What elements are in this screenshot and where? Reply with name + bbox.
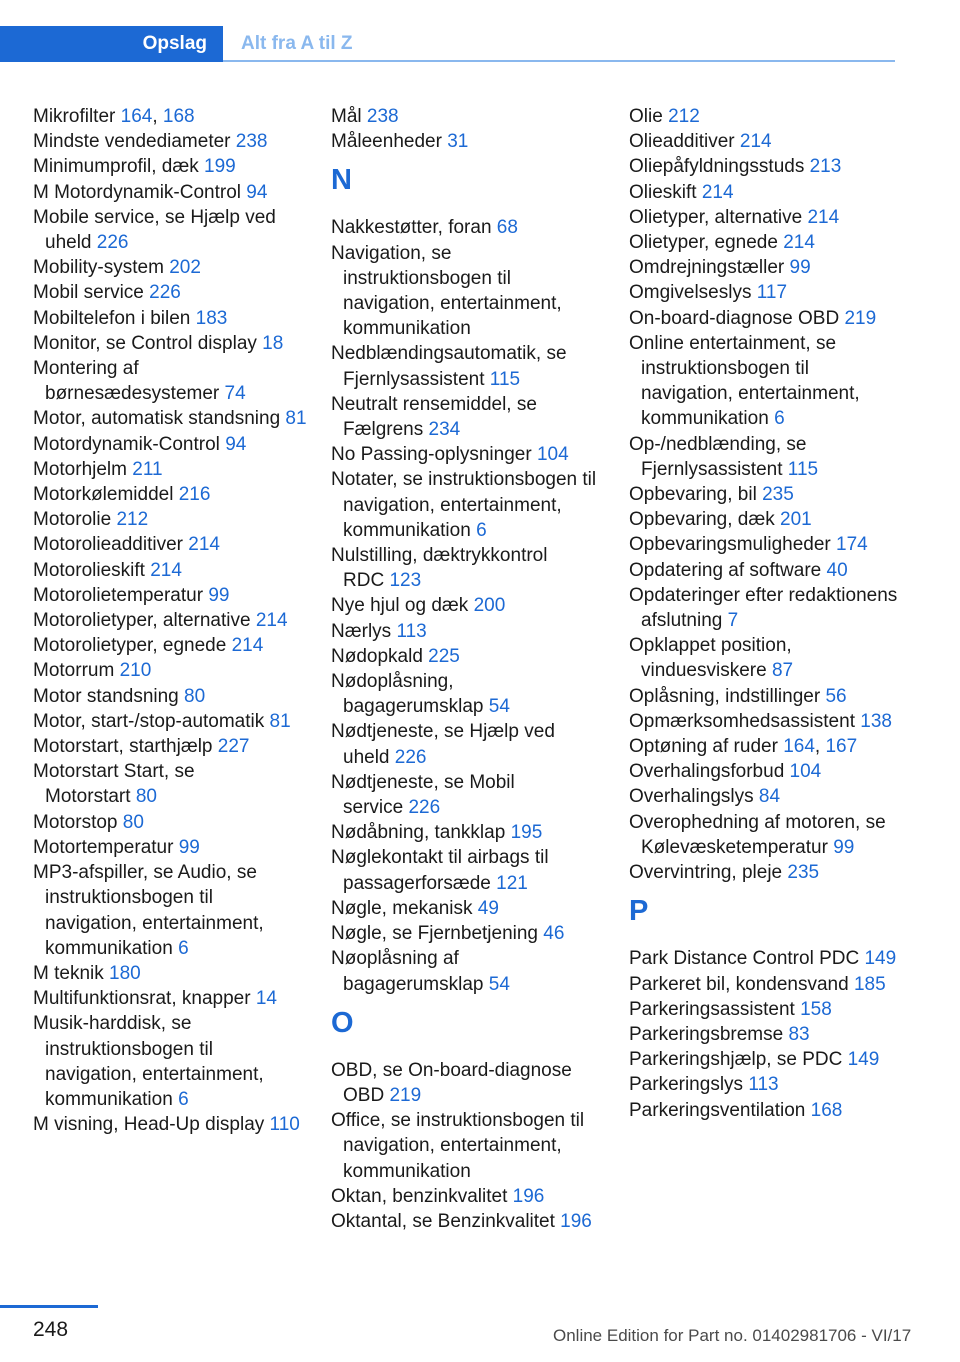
page-reference-link[interactable]: 113 [748, 1074, 779, 1096]
index-entry [33, 658, 308, 683]
index-entry [629, 1098, 899, 1123]
index-entry-term: M teknik [33, 962, 104, 984]
page-reference-link[interactable]: 158 [800, 998, 832, 1020]
page-reference-link[interactable]: 40 [826, 559, 848, 581]
index-entry [331, 1184, 601, 1209]
page-reference-link[interactable]: 196 [512, 1185, 545, 1207]
index-entry-term: On-board-diagnose OBD [629, 307, 840, 329]
index-entry-term: Oktan, benzinkvalitet [331, 1185, 508, 1207]
index-entry-term: Opbevaring, dæk [629, 509, 775, 531]
index-entry-term: Overhalingsforbud [629, 761, 785, 783]
index-entry [331, 593, 601, 618]
index-entry-term: Overophedning af motoren, se Kølevæsketemperatur [629, 811, 886, 858]
page-reference-link[interactable]: 6 [178, 937, 189, 959]
page-reference-link[interactable]: 185 [853, 973, 886, 995]
page-reference-link[interactable]: 110 [269, 1114, 300, 1136]
index-entry-term: Opbevaringsmuligheder [629, 534, 831, 556]
page-reference-link[interactable]: 225 [428, 645, 460, 667]
index-entry-term: Oliepåfyldningsstuds [629, 156, 805, 178]
index-entry [629, 180, 899, 205]
index-entry [629, 583, 899, 633]
tab-opslag[interactable] [0, 26, 223, 62]
index-entry [331, 442, 601, 467]
index-entry [33, 331, 308, 356]
index-entry-term: Opdateringer efter redaktionens afslutning [629, 584, 898, 632]
page-reference-link[interactable]: 227 [217, 736, 250, 758]
index-entry [629, 154, 899, 179]
index-entry-term: Opklappet position, vinduesviskere [629, 635, 792, 682]
index-entry-term: Olie [629, 106, 663, 127]
index-entry-term: Opbevaring, bil [629, 484, 757, 506]
index-entry [33, 356, 308, 406]
index-entry-term: Nødtjeneste, se Hjælp ved uheld [331, 721, 555, 768]
index-entry [629, 810, 899, 860]
page-reference-link[interactable]: 213 [809, 156, 842, 178]
index-entry-term: Mindste vendediameter [33, 131, 231, 153]
index-entry [33, 255, 308, 280]
index-entry [629, 104, 899, 129]
page-reference-link[interactable]: 202 [169, 257, 201, 279]
page-reference-link[interactable]: 149 [847, 1049, 880, 1071]
index-entry [331, 129, 601, 154]
index-entry-term: Parkeringshjælp, se PDC [629, 1049, 843, 1071]
index-entry-term: Motorstart, starthjælp [33, 736, 213, 758]
index-entry-term: Motorrum [33, 660, 115, 682]
index-entry-term: Motordynamik-Control [33, 433, 220, 455]
index-entry [629, 280, 899, 305]
page-reference-link[interactable]: 200 [473, 595, 506, 617]
index-entry-term: Motorstart Start, se Motorstart [33, 761, 195, 808]
index-entry [331, 921, 601, 946]
page-reference-link[interactable]: 49 [477, 897, 499, 919]
index-entry [629, 709, 899, 734]
index-entry-term: Overhalingslys [629, 786, 754, 808]
index-entry [629, 997, 899, 1022]
index-entry [331, 543, 601, 593]
index-entry-term: Oktantal, se Benzinkvalitet [331, 1210, 555, 1232]
index-entry [33, 129, 308, 154]
index-entry-term: Olietyper, egnede [629, 232, 778, 254]
index-letter-heading: O [331, 1006, 354, 1039]
page-reference-link[interactable]: 226 [408, 797, 441, 819]
index-entry-term: Nøglekontakt til airbags til passagerforsæde [331, 847, 549, 894]
index-entry-term: Minimumprofil, dæk [33, 156, 199, 178]
page-reference-link[interactable]: 138 [860, 710, 892, 732]
page-reference-link[interactable]: 174 [836, 534, 868, 556]
index-entry-term: Motorhjelm [33, 458, 127, 480]
index-entry-term: Nedblændingsautomatik, se Fjernlysassistent [331, 343, 567, 390]
page-reference-link[interactable]: 74 [224, 383, 246, 405]
index-entry-term: Nulstilling, dæktrykkontrol RDC [331, 545, 548, 592]
page-reference-link[interactable]: 196 [560, 1210, 592, 1232]
index-entry [33, 734, 308, 759]
index-entry-term: Parkeringsventilation [629, 1099, 806, 1121]
index-entry [629, 507, 899, 532]
index-entry [331, 669, 601, 719]
index-entry-term: Opdatering af software [629, 559, 822, 581]
index-entry [33, 986, 308, 1011]
index-column-2 [331, 104, 601, 1234]
page-reference-link[interactable]: 99 [789, 257, 811, 279]
page-reference-link[interactable]: 104 [536, 444, 569, 466]
page-reference-link[interactable]: 115 [489, 368, 521, 390]
index-entry [331, 467, 601, 543]
index-entry-term: Motor, start-/stop-automatik [33, 710, 265, 732]
page-reference-link[interactable]: 234 [428, 419, 461, 441]
index-entry [33, 205, 308, 255]
page-reference-link[interactable]: 212 [116, 509, 149, 531]
index-entry [33, 180, 308, 205]
index-entry-term: Motorolieskift [33, 559, 145, 581]
page-reference-link[interactable]: 54 [488, 973, 510, 995]
index-entry-term: Nøoplåsning af bagagerumsklap [331, 948, 484, 995]
index-entry-term: Mobiltelefon i bilen [33, 307, 191, 329]
page-reference-link[interactable]: 219 [389, 1084, 422, 1106]
index-entry [331, 619, 601, 644]
index-entry-term: Motorolietemperatur [33, 584, 204, 606]
page-reference-link[interactable]: 168 [810, 1099, 843, 1121]
index-entry: Mikrofilter 164, 168 [33, 106, 195, 127]
index-entry [33, 457, 308, 482]
page-reference-link[interactable]: 6 [476, 519, 487, 541]
index-entry-term: Nødtjeneste, se Mobil service [331, 771, 515, 819]
page-reference-link[interactable]: 87 [771, 660, 794, 682]
index-entry [331, 946, 601, 996]
index-entry [33, 759, 308, 809]
page-reference-link[interactable]: 238 [366, 106, 399, 127]
page-reference-link[interactable]: 214 [701, 181, 734, 203]
index-entry-term: Parkeringsassistent [629, 998, 795, 1020]
index-entry [629, 306, 899, 331]
page-reference-link[interactable]: 226 [96, 232, 129, 254]
index-entry [629, 1072, 899, 1097]
index-entry [629, 1047, 899, 1072]
index-entry-term: Opmærksomhedsassistent [629, 710, 855, 732]
page-reference-link[interactable]: 81 [269, 710, 291, 732]
index-entry [33, 558, 308, 583]
index-entry [629, 684, 899, 709]
page-reference-link[interactable]: 81 [285, 408, 307, 430]
index-entry-term: Motorolietyper, egnede [33, 635, 227, 657]
index-entry [629, 230, 899, 255]
page-reference-link[interactable]: 115 [787, 458, 819, 480]
index-entry-term: OBD, se On-board-diagnose OBD [331, 1059, 572, 1106]
page-reference-link[interactable]: 183 [195, 307, 228, 329]
index-column-1 [33, 104, 308, 1137]
index-entry-term: Notater, se instruktionsbogen til navigation, entertainment, kommunikation [331, 469, 597, 541]
page-reference-link[interactable]: 214 [188, 534, 220, 556]
page-reference-link[interactable]: 121 [496, 872, 528, 894]
index-entry [331, 392, 601, 442]
index-entry-term: Mikrofilter [33, 106, 116, 127]
index-entry-term: Nøgle, mekanisk [331, 897, 473, 919]
page-reference-link[interactable]: 212 [668, 106, 700, 127]
index-entry-term: Motorkølemiddel [33, 484, 174, 506]
page-reference-link[interactable]: 80 [135, 786, 157, 808]
index-entry-term: MP3-afspiller, se Audio, se instruktionsbogen til navigation, entertainment, kommunikation [33, 862, 264, 959]
index-entry [33, 1011, 308, 1112]
page-reference-link[interactable]: 216 [178, 484, 211, 506]
index-entry-term: Motor standsning [33, 685, 179, 707]
index-entry [331, 896, 601, 921]
index-entry-term: Motortemperatur [33, 836, 174, 858]
page-reference-link[interactable]: 211 [132, 458, 163, 480]
index-entry-term: Parkeringslys [629, 1074, 744, 1096]
page-reference-link[interactable]: 113 [396, 620, 427, 642]
index-entry-term: Mobile service, se Hjælp ved uheld [33, 206, 276, 254]
index-entry [331, 341, 601, 391]
index-entry [33, 583, 308, 608]
index-entry [331, 820, 601, 845]
page-reference-link[interactable]: 18 [262, 332, 284, 354]
index-entry [33, 860, 308, 961]
page-reference-link[interactable]: 235 [762, 484, 794, 506]
index-entry [629, 633, 899, 683]
index-entry-term: Omdrejningstæller [629, 257, 785, 279]
index-entry-term: Motorolieadditiver [33, 534, 183, 556]
header-divider [223, 60, 895, 62]
index-entry [629, 759, 899, 784]
index-entry [33, 432, 308, 457]
index-entry-term: Nødoplåsning, bagagerumsklap [331, 671, 484, 718]
index-entry [33, 684, 308, 709]
index-entry [629, 784, 899, 809]
page-reference-link[interactable]: 219 [844, 307, 877, 329]
index-entry-term: Nødopkald [331, 645, 423, 667]
index-entry [33, 633, 308, 658]
page-reference-link[interactable]: 201 [780, 509, 812, 531]
index-entry [33, 1112, 308, 1137]
footer-edition: Online Edition for Part no. 01402981706 - VI/17 [553, 1326, 912, 1345]
page-reference-link[interactable]: 164 [783, 736, 815, 758]
index-entry [629, 972, 899, 997]
page-reference-link[interactable]: 195 [510, 822, 543, 844]
index-letter-heading: N [331, 164, 352, 197]
index-entry [629, 860, 899, 885]
index-entry-term: Nøgle, se Fjernbetjening [331, 923, 538, 945]
page-reference-link[interactable]: 83 [788, 1023, 810, 1045]
index-entry-term: Navigation, se instruktionsbogen til navigation, entertainment, kommunikation [331, 242, 562, 340]
index-entry [33, 608, 308, 633]
page-reference-link[interactable]: 167 [825, 736, 858, 758]
index-entry [331, 1108, 601, 1184]
index-entry [33, 507, 308, 532]
page-reference-link[interactable]: 68 [496, 217, 518, 239]
index-column-3 [629, 104, 899, 1123]
index-entry [629, 532, 899, 557]
header-bar [0, 26, 895, 62]
page-reference-link[interactable]: 117 [756, 282, 788, 304]
index-entry-term: Office, se instruktionsbogen til navigation, entertainment, kommunikation [331, 1110, 585, 1182]
index-entry-term: Mål [331, 106, 362, 127]
index-entry-term: Park Distance Control PDC [629, 948, 860, 970]
index-entry-term: Mobility-system [33, 257, 164, 279]
page-reference-link[interactable]: 104 [789, 761, 822, 783]
page-reference-link[interactable]: 214 [807, 206, 840, 228]
index-entry-term: Nye hjul og dæk [331, 595, 469, 617]
index-entry [331, 644, 601, 669]
index-entry-term: Neutralt rensemiddel, se Fælgrens [331, 393, 537, 441]
index-entry-term: Mobil service [33, 282, 144, 304]
page-reference-link[interactable]: 14 [255, 988, 277, 1010]
page-reference-link[interactable]: 94 [225, 433, 247, 455]
index-entry [331, 1209, 601, 1234]
index-entry-term: Motorolietyper, alternative [33, 610, 251, 632]
page-reference-link[interactable]: 149 [864, 948, 897, 970]
index-entry [33, 835, 308, 860]
index-entry [331, 770, 601, 820]
tab-opslag-label: Opslag [142, 33, 207, 54]
index-entry-term: Omgivelseslys [629, 282, 752, 304]
index-letter-heading: P [629, 895, 649, 928]
page-reference-link[interactable]: 6 [178, 1088, 189, 1110]
index-entry-term: Motorstop [33, 811, 118, 833]
index-entry [629, 205, 899, 230]
index-entry [33, 482, 308, 507]
index-entry-term: Olieadditiver [629, 131, 735, 153]
index-entry [629, 255, 899, 280]
page-reference-link[interactable]: 56 [825, 685, 847, 707]
index-entry [33, 306, 308, 331]
page-reference-link[interactable]: 210 [119, 660, 152, 682]
index-entry [629, 558, 899, 583]
index-entry-term: Måleenheder [331, 131, 442, 153]
index-entry-term: Nærlys [331, 620, 392, 642]
index-entry [33, 961, 308, 986]
index-entry [331, 215, 601, 240]
index-entry: Optøning af ruder 164, 167 [629, 736, 858, 758]
index-entry-term: Motorolie [33, 509, 112, 531]
index-entry [629, 946, 899, 971]
page-reference-link[interactable]: 31 [447, 131, 469, 153]
index-entry [629, 1022, 899, 1047]
page-reference-link[interactable]: 226 [149, 282, 181, 304]
page-reference-link[interactable]: 46 [543, 923, 565, 945]
page-reference-link[interactable]: 214 [150, 559, 182, 581]
index-entry [629, 331, 899, 432]
page-reference-link[interactable]: 214 [255, 610, 288, 632]
index-entry-term: Olietyper, alternative [629, 206, 803, 228]
index-entry-term: Montering af børnesædesystemer [33, 358, 220, 405]
index-entry [331, 1058, 601, 1108]
page-reference-link[interactable]: 94 [246, 181, 268, 203]
index-entry [331, 719, 601, 769]
index-entry [33, 280, 308, 305]
page-reference-link[interactable]: 214 [739, 131, 772, 153]
index-entry [33, 709, 308, 734]
index-entry-term: Optøning af ruder [629, 736, 778, 758]
page-reference-link[interactable]: 84 [758, 786, 781, 808]
index-entry-term: Multifunktionsrat, knapper [33, 988, 251, 1010]
index-entry-term: Online entertainment, se instruktionsbogen til navigation, entertainment, kommunikation [629, 332, 860, 430]
index-entry-term: Motor, automatisk standsning [33, 408, 281, 430]
index-entry-term: M Motordynamik-Control [33, 181, 241, 203]
index-entry [629, 482, 899, 507]
index-entry-term: Olieskift [629, 181, 697, 203]
index-entry-term: Oplåsning, indstillinger [629, 685, 821, 707]
page-reference-link[interactable]: 54 [488, 696, 510, 718]
index-entry [331, 241, 601, 342]
index-entry-term: Parkeret bil, kondensvand [629, 973, 849, 995]
index-entry [331, 104, 601, 129]
page-reference-link[interactable]: 6 [774, 408, 785, 430]
index-entry-term: Overvintring, pleje [629, 862, 783, 884]
index-entry-term: Musik-harddisk, se instruktionsbogen til navigation, entertainment, kommunikation [33, 1013, 264, 1110]
index-entry [629, 129, 899, 154]
index-entry-term: M visning, Head-Up display [33, 1114, 265, 1136]
index-entry-term: Op-/nedblænding, se Fjernlysassistent [629, 433, 807, 480]
page-reference-link[interactable]: 199 [204, 156, 236, 178]
page-reference-link[interactable]: 214 [231, 635, 264, 657]
page-reference-link[interactable]: 235 [787, 862, 820, 884]
page-reference-link[interactable]: 164 [120, 106, 153, 127]
tab-alt-fra-a-til-z[interactable]: Alt fra A til Z [241, 33, 353, 54]
index-entry-term: Nødåbning, tankklap [331, 822, 506, 844]
index-entry [33, 154, 308, 179]
index-entry-term: Nakkestøtter, foran [331, 217, 492, 239]
page-reference-link[interactable]: 180 [109, 962, 141, 984]
page-reference-link[interactable]: 80 [122, 811, 144, 833]
page-number-bar [0, 1305, 98, 1308]
page-reference-link[interactable]: 238 [235, 131, 268, 153]
page-reference-link[interactable]: 80 [184, 685, 206, 707]
index-entry-term: Parkeringsbremse [629, 1023, 784, 1045]
page-reference-link[interactable]: 214 [783, 232, 815, 254]
page-reference-link[interactable]: 168 [162, 106, 195, 127]
index-entry-term: No Passing-oplysninger [331, 444, 532, 466]
page-reference-link[interactable]: 123 [389, 570, 422, 592]
index-entry [629, 432, 899, 482]
page-reference-link[interactable]: 99 [208, 584, 230, 606]
page-reference-link[interactable]: 226 [394, 746, 427, 768]
index-entry [33, 532, 308, 557]
page-number: 248 [33, 1318, 69, 1341]
page-reference-link[interactable]: 99 [178, 836, 200, 858]
index-entry [33, 406, 308, 431]
index-entry [33, 810, 308, 835]
index-entry [331, 845, 601, 895]
page-reference-link[interactable]: 99 [833, 836, 855, 858]
page-reference-link[interactable]: 7 [727, 610, 739, 632]
index-entry-term: Monitor, se Control display [33, 332, 257, 354]
